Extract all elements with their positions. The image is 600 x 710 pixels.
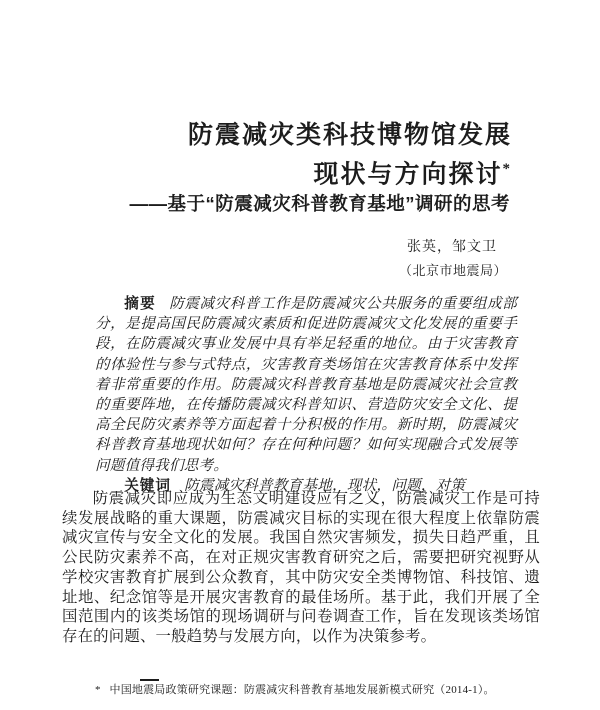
title-footnote-marker: *	[502, 161, 512, 177]
authors: 张英，邹文卫	[407, 240, 497, 255]
page-title-line2	[60, 153, 512, 191]
keywords-label: 关键词	[124, 477, 171, 494]
footnote-marker: *	[95, 684, 101, 696]
abstract-paragraph	[95, 294, 517, 476]
title-block	[60, 120, 512, 191]
affiliation: （北京市地震局）	[398, 263, 507, 278]
footnote-text: 中国地震局政策研究课题：防震减灾科普教育基地发展新模式研究（2014-1）。	[109, 684, 495, 696]
page-title-line1: 防震减灾类科技博物馆发展	[187, 122, 512, 149]
abstract-text: 防震减灾科普工作是防震减灾公共服务的重要组成部分，是提高国民防震减灾素质和促进防震减灾文化发展的重要手段，在防震减灾事业发展中具有举足轻重的地位。由于灾害教育的体验性与参与式特点，灾害教育类场馆在灾害教育体系中发挥着非常重要的作用。防震减灾科普教育基地是防震减灾社会宣教的重要阵地，在传播防震减灾科普知识、营造防灾安全文化、提高全民防灾素养等方面起着十分积极的作用。新时期，防震减灾科普教育基地现状如何？存在何种问题？如何实现融合式发展等问题值得我们思考。	[95, 296, 517, 474]
footnote-separator	[140, 679, 159, 681]
abstract-label: 摘要	[124, 296, 157, 312]
body-block	[62, 489, 540, 647]
page-title-line2-text: 现状与方向探讨	[313, 161, 503, 189]
page-subtitle: ——基于“防震减灾科普教育基地”调研的思考	[129, 193, 510, 214]
abstract-block	[95, 294, 517, 496]
footnote	[95, 683, 535, 697]
body-paragraph: 防震减灾即应成为生态文明建设应有之义，防震减灾工作是可持续发展战略的重大课题，防震减灾目标的实现在很大程度上依靠防震减灾宣传与安全文化的发展。我国自然灾害频发，损失日趋严重，且公民防灾素养不高，在对正规灾害教育研究之后，需要把研究视野从学校灾害教育扩展到公众教育，其中防灾安全类博物馆、科技馆、遗址地、纪念馆等是开展灾害教育的最佳场所。基于此，我们开展了全国范围内的该类场馆的现场调研与问卷调查工作，旨在发现该类场馆存在的问题、一般趋势与发展方向，以作为决策参考。	[62, 490, 540, 645]
keywords-text: 防震减灾科普教育基地，现状，问题，对策	[184, 477, 466, 494]
